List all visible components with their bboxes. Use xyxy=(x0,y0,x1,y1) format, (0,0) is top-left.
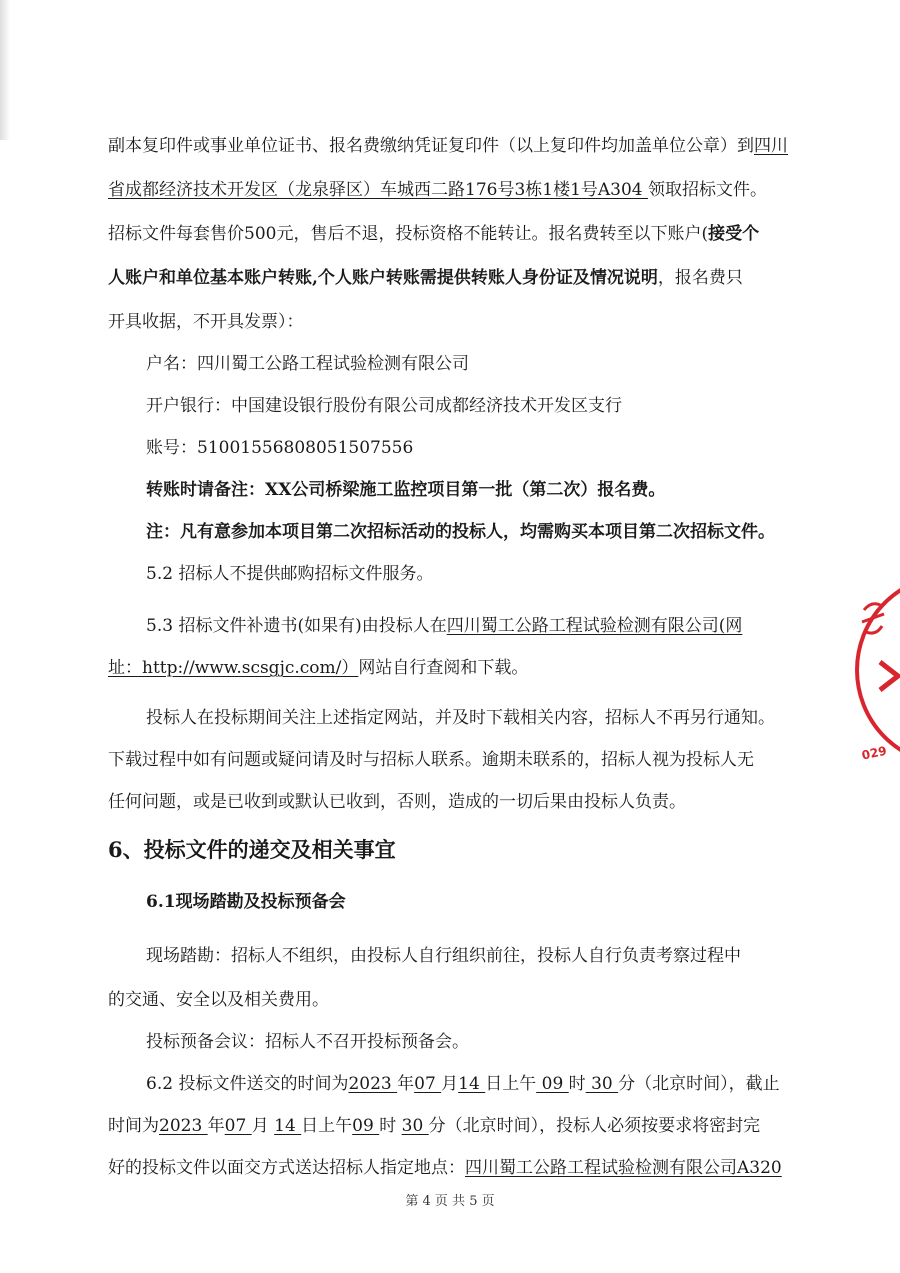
text-line xyxy=(146,394,622,418)
text-line xyxy=(146,562,433,586)
text-line xyxy=(146,436,413,460)
underlined-text: 14 xyxy=(458,1074,486,1094)
text-line xyxy=(108,1114,760,1138)
text-segment: 开具收据，不开具发票）： xyxy=(108,312,304,332)
text-line xyxy=(146,706,775,730)
text-segment: 下载过程中如有问题或疑问请及时与招标人联系。逾期未联系的，招标人视为投标人无 xyxy=(108,750,754,770)
text-segment: 日上午 xyxy=(301,1116,353,1136)
underlined-text: 09 xyxy=(536,1074,569,1094)
text-line xyxy=(108,1156,782,1180)
text-segment: 5.2 招标人不提供邮购招标文件服务。 xyxy=(146,564,434,584)
underlined-text: 30 xyxy=(585,1074,619,1094)
text-segment: 任何问题，或是已收到或默认已收到，否则，造成的一切后果由投标人负责。 xyxy=(108,792,686,812)
text-segment: 时间为 xyxy=(108,1116,159,1136)
bold-text: 接受个 xyxy=(708,224,760,244)
underlined-text: 四川蜀工公路工程试验检测有限公司(网 xyxy=(446,616,743,636)
text-line xyxy=(146,944,741,968)
text-segment: 好的投标文件以面交方式送达招标人指定地点： xyxy=(108,1158,465,1178)
seal-graphic xyxy=(840,570,900,770)
text-segment: 分（北京时间），截止 xyxy=(618,1074,780,1094)
underlined-text: 址：http://www.scsgjc.com/） xyxy=(108,658,359,678)
text-segment: 月 xyxy=(441,1074,459,1094)
text-segment: 时 xyxy=(379,1116,402,1136)
text-segment: ，报名费只 xyxy=(657,268,743,288)
text-line xyxy=(108,310,304,334)
text-line xyxy=(146,478,665,502)
text-line xyxy=(146,1072,780,1096)
underlined-text: 四川蜀工公路工程试验检测有限公司A320 xyxy=(465,1158,782,1178)
seal-star-fragment xyxy=(880,662,898,690)
seal-number-text: 029 xyxy=(860,743,888,763)
section-heading: 6、投标文件的递交及相关事宜 xyxy=(108,837,396,862)
company-seal-stamp xyxy=(840,570,900,770)
bold-text: 转账时请备注：XX公司桥梁施工监控项目第一批（第二次）报名费。 xyxy=(146,480,666,500)
underlined-text: 2023 xyxy=(348,1074,398,1094)
text-segment: 5.3 招标文件补遗书(如果有)由投标人在 xyxy=(146,616,447,636)
text-segment: 分（北京时间），投标人必须按要求将密封完 xyxy=(428,1116,761,1136)
underlined-text: 30 xyxy=(401,1116,429,1136)
text-segment: 年 xyxy=(397,1074,415,1094)
text-line xyxy=(146,1030,469,1054)
text-segment: 的交通、安全以及相关费用。 xyxy=(108,990,329,1010)
text-line xyxy=(146,614,742,638)
text-line xyxy=(146,352,469,376)
subsection-heading: 6.1现场踏勘及投标预备会 xyxy=(146,892,346,912)
page-footer: 第 4 页 共 5 页 xyxy=(405,1194,495,1209)
text-segment: 开户银行：中国建设银行股份有限公司成都经济技术开发区支行 xyxy=(146,396,622,416)
text-line xyxy=(108,656,528,680)
text-segment: 年 xyxy=(207,1116,225,1136)
text-line xyxy=(108,178,767,202)
text-line xyxy=(108,222,759,246)
scan-edge-shadow xyxy=(0,0,10,140)
text-segment: 投标预备会议：招标人不召开投标预备会。 xyxy=(146,1032,469,1052)
text-segment: 网站自行查阅和下载。 xyxy=(358,658,529,678)
bold-text: 注：凡有意参加本项目第二次招标活动的投标人，均需购买本项目第二次招标文件。 xyxy=(146,522,775,542)
text-segment: 招标文件每套售价500元，售后不退，投标资格不能转让。报名费转至以下账户( xyxy=(108,224,709,244)
text-segment: 日上午 xyxy=(485,1074,537,1094)
text-segment: 6.2 投标文件送交的时间为 xyxy=(146,1074,349,1094)
text-segment: 领取招标文件。 xyxy=(648,180,768,200)
text-line xyxy=(108,988,329,1012)
underlined-text: 14 xyxy=(274,1116,302,1136)
text-line xyxy=(108,266,743,290)
bold-text: 人账户和单位基本账户转账,个人账户转账需提供转账人身份证及情况说明 xyxy=(108,268,658,288)
underlined-text: 07 xyxy=(414,1074,442,1094)
text-line xyxy=(108,748,754,772)
text-segment: 月 xyxy=(251,1116,275,1136)
text-line xyxy=(108,134,788,158)
text-segment: 时 xyxy=(568,1074,586,1094)
underlined-text: 2023 xyxy=(159,1116,208,1136)
text-segment: 现场踏勘：招标人不组织，由投标人自行组织前往，投标人自行负责考察过程中 xyxy=(146,946,741,966)
text-line xyxy=(146,520,775,544)
underlined-text: 07 xyxy=(224,1116,252,1136)
text-line xyxy=(108,790,686,814)
underlined-text: 省成都经济技术开发区（龙泉驿区）车城西二路176号3栋1楼1号A304 xyxy=(108,180,649,200)
text-segment: 户名：四川蜀工公路工程试验检测有限公司 xyxy=(146,354,469,374)
text-segment: 投标人在投标期间关注上述指定网站，并及时下载相关内容，招标人不再另行通知。 xyxy=(146,708,775,728)
underlined-text: 09 xyxy=(352,1116,380,1136)
text-segment: 副本复印件或事业单位证书、报名费缴纳凭证复印件（以上复印件均加盖单位公章）到 xyxy=(108,136,754,156)
text-segment: 账号：51001556808051507556 xyxy=(146,438,414,458)
underlined-text: 四川 xyxy=(754,136,788,156)
